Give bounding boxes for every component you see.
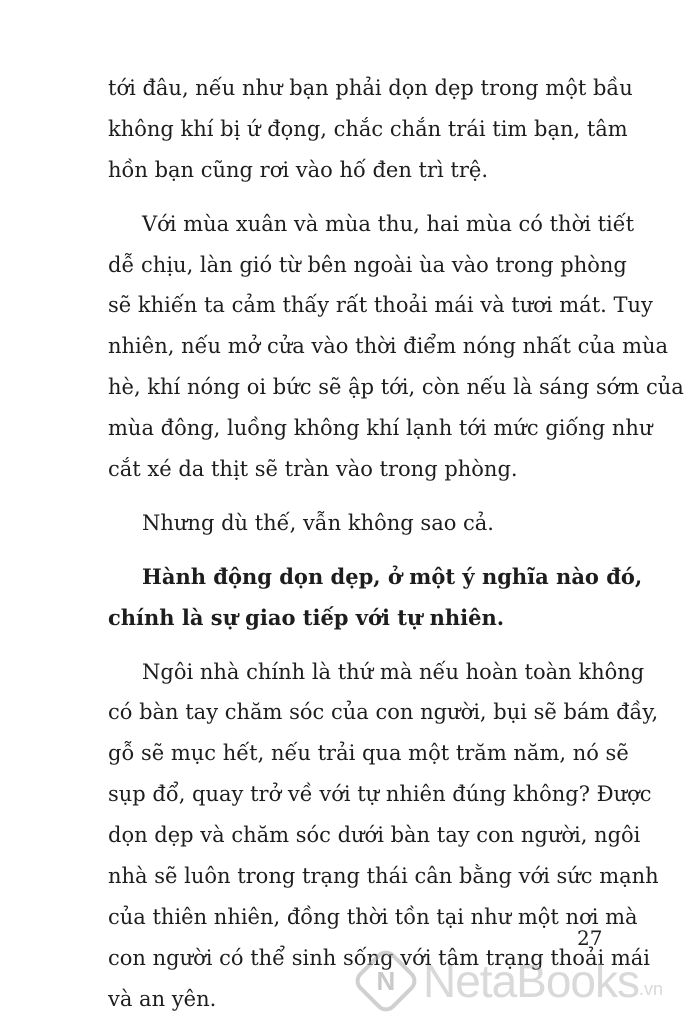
text-line: nhiên, nếu mở cửa vào thời điểm nóng nhất của mùa xyxy=(108,334,669,359)
paragraph xyxy=(108,503,598,544)
text-line: dễ chịu, làn gió từ bên ngoài ùa vào trong phòng xyxy=(108,252,627,277)
text-line: sụp đổ, quay trở về với tự nhiên đúng không? Được xyxy=(108,782,652,807)
watermark-logo-icon xyxy=(351,946,422,1017)
text-line: nhà sẽ luôn trong trạng thái cân bằng với sức mạnh xyxy=(108,864,659,889)
text-line: dọn dẹp và chăm sóc dưới bàn tay con người, ngôi xyxy=(108,823,641,848)
text-line: của thiên nhiên, đồng thời tồn tại như một nơi mà xyxy=(108,904,638,929)
text-line: gỗ sẽ mục hết, nếu trải qua một trăm năm, nó sẽ xyxy=(108,741,629,766)
text-line: con người có thể sinh sống với tâm trạng thoải mái xyxy=(108,945,651,970)
text-line: không khí bị ứ đọng, chắc chắn trái tim bạn, tâm xyxy=(108,116,628,141)
watermark xyxy=(361,950,681,1012)
text-line: sẽ khiến ta cảm thấy rất thoải mái và tươi mát. Tuy xyxy=(108,293,653,318)
text-line: hè, khí nóng oi bức sẽ ập tới, còn nếu là sáng sớm của xyxy=(108,375,684,400)
text-line: và an yên. xyxy=(108,986,217,1011)
watermark-logo-letter: N xyxy=(376,965,396,996)
text-line: có bàn tay chăm sóc của con người, bụi sẽ bám đầy, xyxy=(108,700,659,725)
text-line: Với mùa xuân và mùa thu, hai mùa có thời tiết xyxy=(142,211,635,236)
text-line: Hành động dọn dẹp, ở một ý nghĩa nào đó, xyxy=(142,563,643,589)
paragraph xyxy=(108,204,684,490)
page-number: 27 xyxy=(577,926,603,950)
text-line: cắt xé da thịt sẽ tràn vào trong phòng. xyxy=(108,457,518,482)
text-line: mùa đông, luồng không khí lạnh tới mức giống như xyxy=(108,416,653,441)
text-line: chính là sự giao tiếp với tự nhiên. xyxy=(108,604,505,630)
watermark-text: NetaBooks xyxy=(423,955,640,1007)
text-line: hồn bạn cũng rơi vào hố đen trì trệ. xyxy=(108,157,489,182)
watermark-suffix: .vn xyxy=(639,979,664,999)
text-line: Nhưng dù thế, vẫn không sao cả. xyxy=(142,510,494,535)
text-line: tới đâu, nếu như bạn phải dọn dẹp trong một bầu xyxy=(108,76,633,100)
paragraph xyxy=(108,68,633,191)
bold-paragraph xyxy=(108,557,643,639)
text-line: Ngôi nhà chính là thứ mà nếu hoàn toàn không xyxy=(142,659,645,684)
